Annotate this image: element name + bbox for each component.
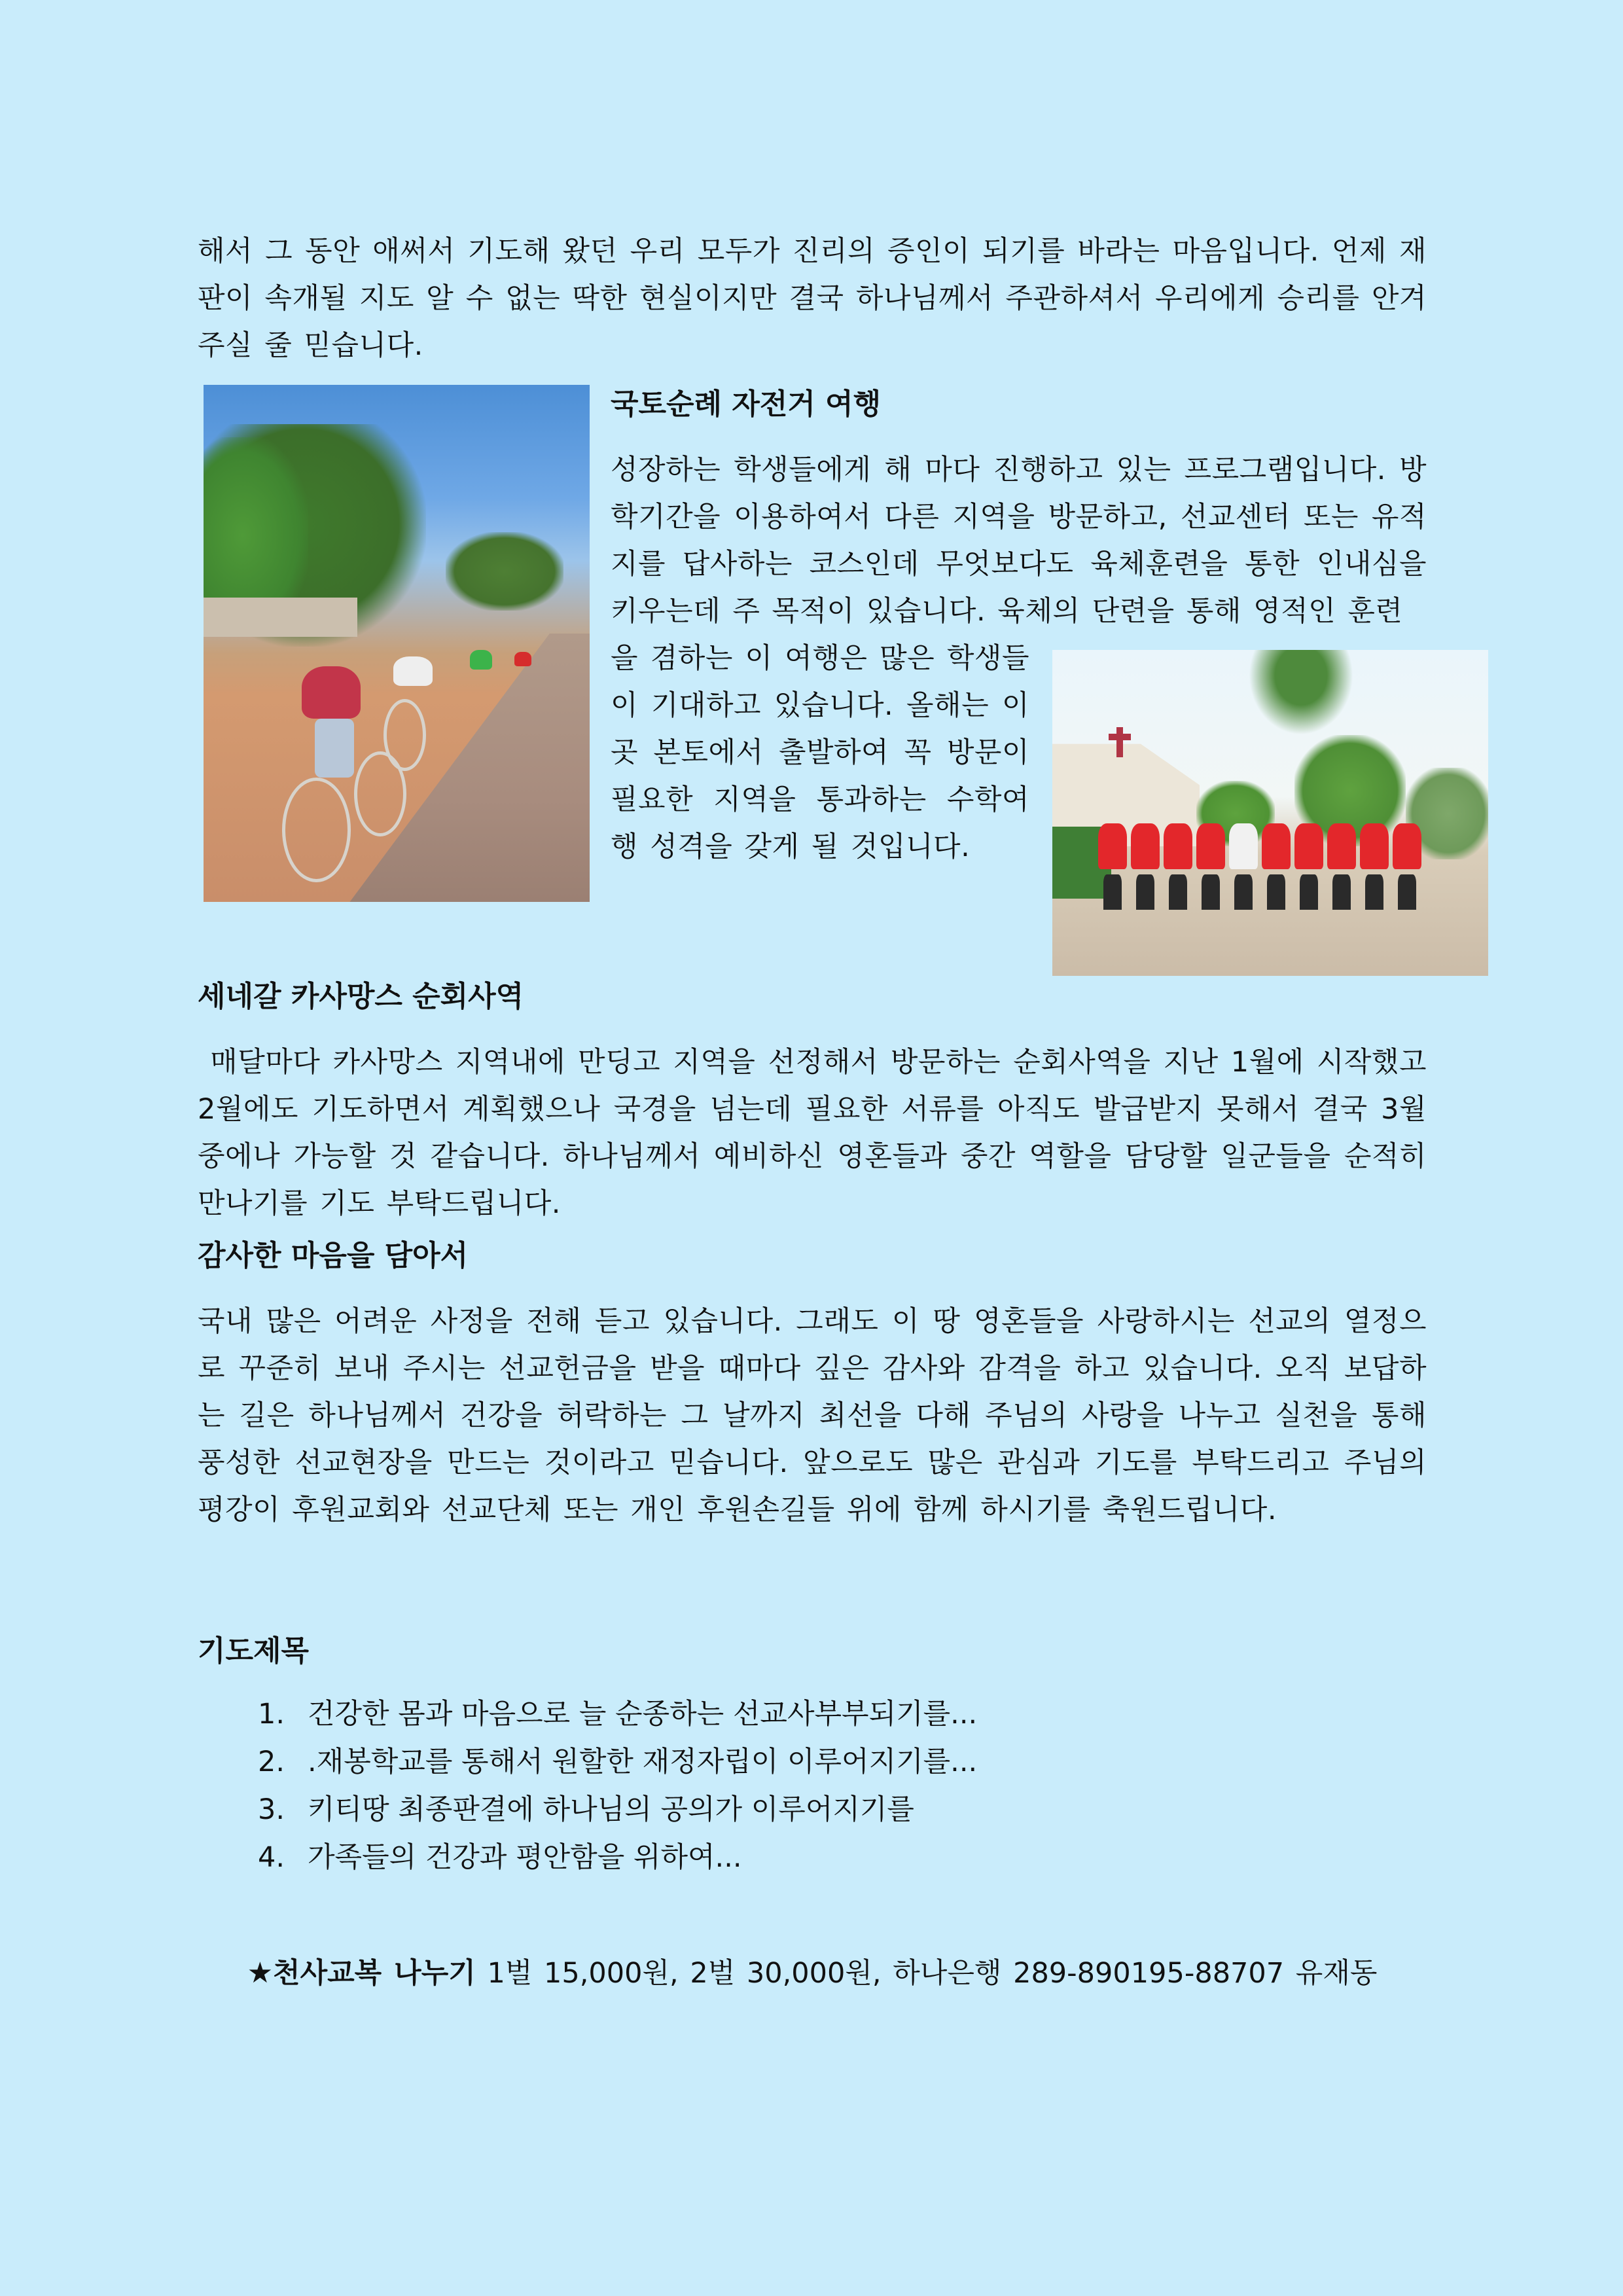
uniform-donation-footer [198,1954,1427,1993]
footer-details: 1벌 15,000원, 2벌 30,000원, 하나은행 289-890195-88707 유재동 [475,1957,1378,1990]
prayer-item-text: 가족들의 건강과 평안함을 위하여... [308,1841,742,1874]
bike-trip-paragraph-wide: 성장하는 학생들에게 해 마다 진행하고 있는 프로그램입니다. 방학기간을 이용하여서 다른 지역을 방문하고, 선교센터 또는 유적지를 답사하는 코스인데 무엇보다도 육체훈련을 통한 인내심을 키우는데 주 목적이 있습니다. 육체의 단련을 통해 영적인 훈련 [611,454,1427,628]
prayer-item-text: 키티땅 최종판결에 하나님의 공의가 이루어지기를 [308,1793,914,1826]
photo-student [1131,823,1160,869]
photo-student [1164,823,1192,869]
thanks-paragraph: 국내 많은 어려운 사정을 전해 듣고 있습니다. 그래도 이 땅 영혼들을 사랑하시는 선교의 열정으로 꾸준히 보내 주시는 선교헌금을 받을 때마다 깊은 감사와 감격을 하고 있습니다. 오직 보답하는 길은 하나님께서 건강을 허락하는 그 날까지 최선을 다해 주님의 사랑을 나누고 실천을 통해 풍성한 선교현장을 만드는 것이라고 믿습니다. 앞으로도 많은 관심과 기도를 부탁드리고 주님의 평강이 후원교회와 선교단체 또는 개인 후원손길들 위에 함께 하시기를 축원드립니다. [198,1305,1427,1526]
newsletter-page [198,228,1439,1993]
photo-wall [204,598,357,637]
photo-student [1262,823,1291,869]
prayer-item-text: .재봉학교를 통해서 원할한 재정자립이 이루어지기를... [308,1746,978,1778]
students-cycling-photo [204,385,590,902]
intro-paragraph: 해서 그 동안 애써서 기도해 왔던 우리 모두가 진리의 증인이 되기를 바라는 마음입니다. 언제 재판이 속개될 지도 알 수 없는 딱한 현실이지만 결국 하나님께서 주관하셔서 우리에게 승리를 안겨주실 줄 믿습니다. [198,235,1427,362]
star-icon: ★ [247,1956,274,1990]
thanks-section [198,1236,1427,1534]
prayer-item-number: 1. [258,1698,285,1731]
photo-bicycle-wheel [282,778,351,882]
bike-trip-section [198,385,1427,977]
photo-leaves [1249,650,1353,735]
photo-rider-legs [315,719,354,778]
students-with-bicycles-photo [1052,650,1488,976]
cross-icon [1109,734,1131,740]
photo-rider [393,656,433,686]
prayer-section [198,1632,1427,1882]
photo-student [1327,823,1356,869]
photo-student [1098,823,1127,869]
cross-icon [1116,727,1123,757]
photo-student [1360,823,1389,869]
photo-bicycle-wheel [383,699,426,771]
senegal-heading: 세네갈 카사망스 순회사역 [198,980,524,1013]
prayer-item [258,1786,1427,1834]
bike-trip-heading: 국토순례 자전거 여행 [611,387,882,421]
photo-rider [514,652,531,666]
prayer-item-text: 건강한 몸과 마음으로 늘 순종하는 선교사부부되기를... [308,1698,978,1731]
photo-student [1393,823,1421,869]
photo-group-of-students [1098,823,1445,941]
prayer-item [258,1691,1427,1738]
photo-student [1229,823,1258,869]
photo-rider [470,650,492,670]
footer-title: 천사교복 나누기 [273,1957,476,1990]
prayer-list [198,1691,1427,1882]
senegal-section [198,977,1439,1227]
photo-student [1196,823,1225,869]
thanks-heading: 감사한 마음을 담아서 [198,1239,469,1272]
photo-student [1294,823,1323,869]
photo-tree [446,532,563,611]
senegal-paragraph: 매달마다 카사망스 지역내에 만딩고 지역을 선정해서 방문하는 순회사역을 지난 1월에 시작했고 2월에도 기도하면서 계획했으나 국경을 넘는데 필요한 서류를 아직도 발급받지 못해서 결국 3월 중에나 가능할 것 같습니다. 하나님께서 예비하신 영혼들과 중간 역할을 담당할 일군들을 순적히 만나기를 기도 부탁드립니다. [198,1046,1439,1220]
prayer-item-number: 3. [258,1793,285,1826]
photo-rider [302,666,361,719]
prayer-heading: 기도제목 [198,1634,310,1668]
prayer-item [258,1738,1427,1786]
photo-road [315,634,590,902]
prayer-item-number: 4. [258,1841,285,1874]
bike-trip-paragraph-narrow: 을 겸하는 이 여행은 많은 학생들이 기대하고 있습니다. 올해는 이곳 본토에서 출발하여 꼭 방문이 필요한 지역을 통과하는 수학여행 성격을 갖게 될 것입니다. [611,642,1029,863]
prayer-item-number: 2. [258,1746,285,1778]
prayer-item [258,1834,1427,1882]
